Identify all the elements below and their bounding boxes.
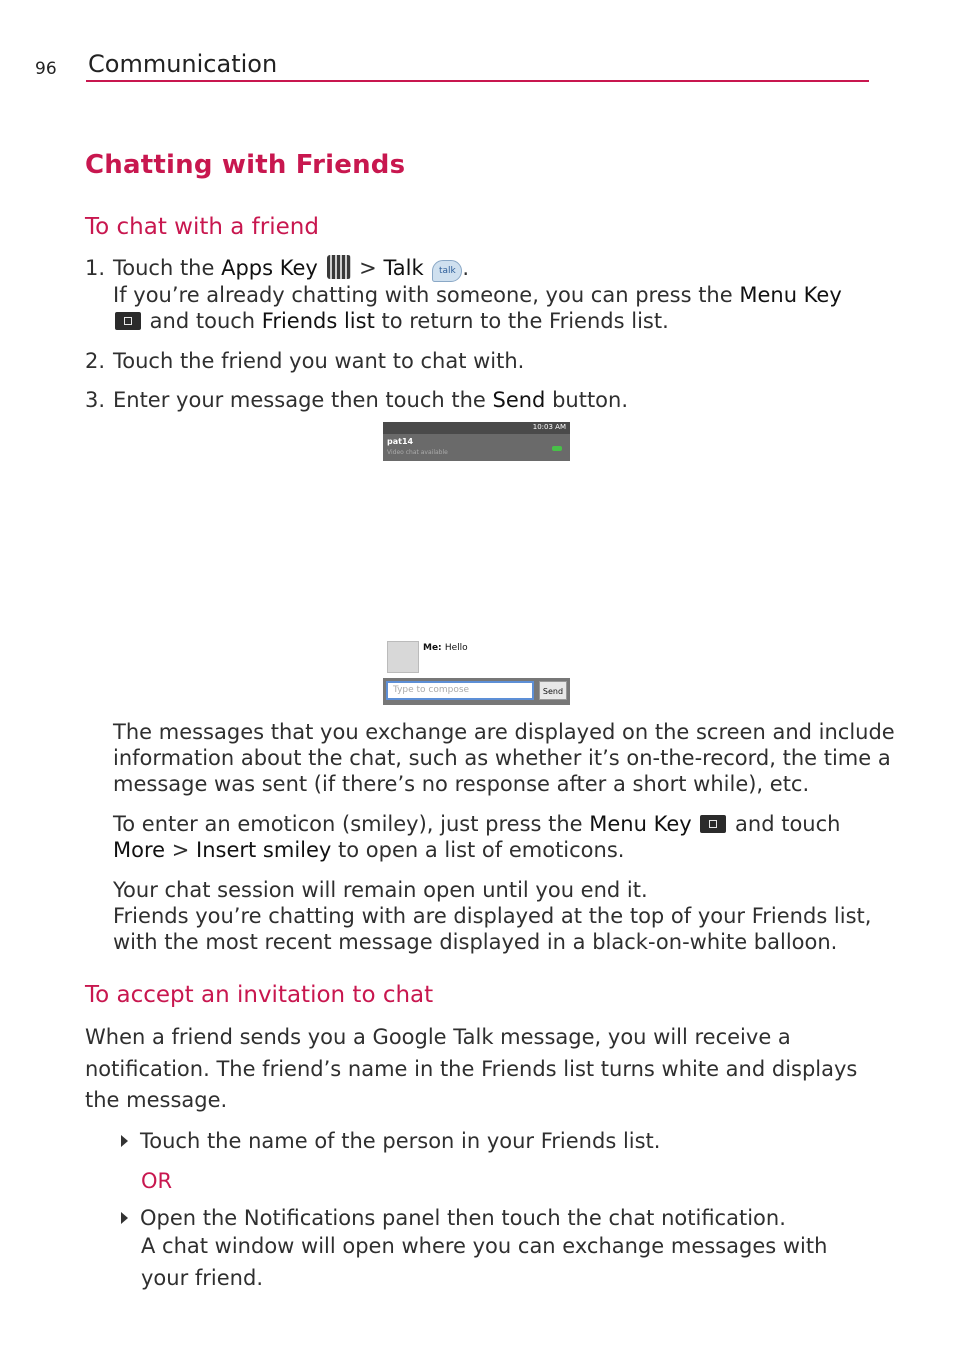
text-line: the message. <box>85 1088 228 1112</box>
bullet-2 <box>121 1205 786 1231</box>
contact-name: pat14 <box>387 437 414 446</box>
paragraph-session <box>113 877 871 955</box>
avatar <box>387 641 419 673</box>
step-text: Enter your message then touch the <box>113 388 493 412</box>
text-line: message was sent (if there’s no response after a short while), etc. <box>113 772 810 796</box>
bullet-2-continued <box>141 1231 827 1294</box>
menu-key-label: Menu Key <box>739 283 842 307</box>
text-line: To enter an emoticon (smiley), just press the <box>113 812 590 836</box>
paragraph-messages <box>113 719 895 797</box>
message-text: Hello <box>444 643 468 653</box>
text-line: and touch <box>728 812 841 836</box>
step-1 <box>85 255 469 282</box>
bullet-text: Open the Notifications panel then touch the chat notification. <box>140 1206 786 1230</box>
chat-screen-header <box>383 422 570 461</box>
more-label: More <box>113 838 166 862</box>
friends-list-label: Friends list <box>261 309 375 333</box>
step-3 <box>85 387 628 413</box>
step-text: to return to the Friends list. <box>374 309 669 333</box>
step-separator: > <box>352 256 384 280</box>
step-number: 3. <box>85 388 106 412</box>
bullet-arrow-icon <box>121 1212 128 1224</box>
step-text: button. <box>545 388 629 412</box>
compose-bar <box>383 678 570 705</box>
contact-status: Video chat available <box>387 449 448 456</box>
text-line: your friend. <box>141 1265 263 1290</box>
text-line: to open a list of emoticons. <box>331 838 625 862</box>
step-text: If you’re already chatting with someone, you can press the <box>113 283 740 307</box>
step-1-line-2 <box>113 282 842 308</box>
page-title: Chatting with Friends <box>85 150 406 180</box>
step-1-line-3 <box>113 308 669 334</box>
send-button[interactable]: Send <box>539 681 567 700</box>
text-line: The messages that you exchange are displayed on the screen and include <box>113 720 895 744</box>
menu-key-icon <box>700 815 726 833</box>
text-line: When a friend sends you a Google Talk message, you will receive a <box>85 1025 791 1049</box>
text-line: with the most recent message displayed in a black-on-white balloon. <box>113 930 838 954</box>
text-line: A chat window will open where you can exchange messages with <box>141 1234 828 1258</box>
paragraph-invite <box>85 1022 857 1117</box>
text-line: Your chat session will remain open until you end it. <box>113 878 648 902</box>
talk-icon: talk <box>432 260 462 282</box>
or-label: OR <box>141 1169 173 1193</box>
separator: > <box>165 838 197 862</box>
section-title: Communication <box>88 50 278 78</box>
message-sender: Me: <box>423 643 442 653</box>
menu-key-label: Menu Key <box>589 812 692 836</box>
step-text: Touch the <box>113 256 222 280</box>
bullet-text: Touch the name of the person in your Friends list. <box>140 1129 661 1153</box>
subheading-chat: To chat with a friend <box>85 214 319 240</box>
subheading-accept: To accept an invitation to chat <box>85 982 434 1008</box>
menu-key-icon <box>115 312 141 330</box>
step-text: Touch the friend you want to chat with. <box>113 349 525 373</box>
step-end: . <box>462 256 470 280</box>
page-number: 96 <box>35 59 57 79</box>
chat-message <box>423 643 468 653</box>
step-number: 2. <box>85 349 106 373</box>
compose-input[interactable]: Type to compose <box>386 681 534 700</box>
header-rule <box>86 80 869 82</box>
step-text: and touch <box>143 309 262 333</box>
text-line: notification. The friend’s name in the Friends list turns white and displays <box>85 1056 858 1081</box>
chat-screen-footer <box>383 638 570 705</box>
text-line: information about the chat, such as whether it’s on-the-record, the time a <box>113 746 891 770</box>
step-2 <box>85 348 524 374</box>
paragraph-emoticon <box>113 811 840 863</box>
bullet-arrow-icon <box>121 1135 128 1147</box>
send-label: Send <box>492 388 546 412</box>
apps-grid-icon <box>327 255 351 279</box>
bullet-1 <box>121 1128 660 1154</box>
insert-smiley-label: Insert smiley <box>196 838 332 862</box>
talk-label: Talk <box>383 256 424 280</box>
online-indicator <box>552 446 562 451</box>
text-line: Friends you’re chatting with are displayed at the top of your Friends list, <box>113 904 872 928</box>
status-time: 10:03 AM <box>532 423 566 431</box>
step-number: 1. <box>85 256 106 280</box>
apps-key-label: Apps Key <box>221 256 318 280</box>
